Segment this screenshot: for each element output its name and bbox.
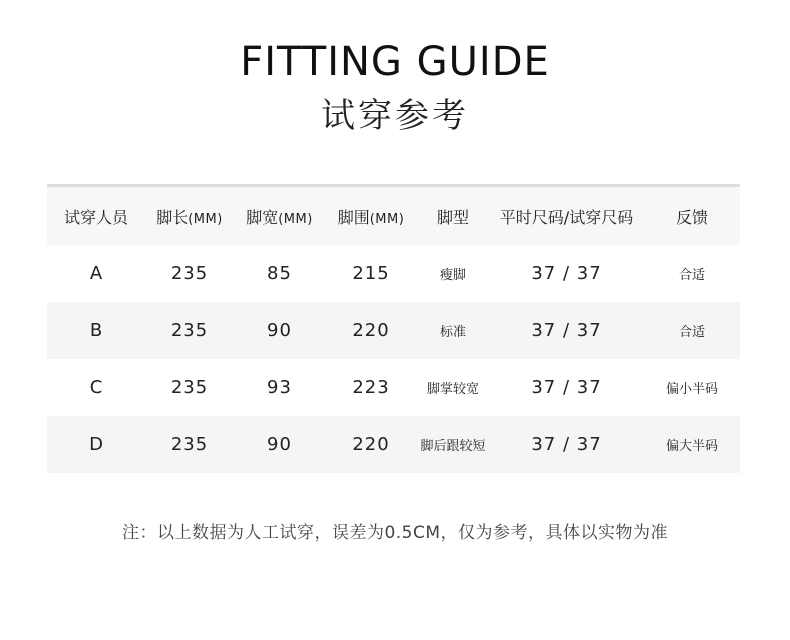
- cell-foot-length: 235: [170, 377, 209, 398]
- cell-foot-girth: 220: [352, 434, 390, 455]
- header-size: [489, 205, 644, 228]
- header-foot-width: [234, 205, 325, 228]
- cell-feedback: 合适: [678, 325, 705, 340]
- header-label: 脚长: [156, 207, 189, 227]
- header-unit: (MM): [278, 211, 313, 227]
- cell-size: 37 / 37: [531, 320, 602, 341]
- cell-foot-girth: 223: [352, 377, 390, 398]
- cell-foot-length: 235: [170, 320, 209, 341]
- header-feedback: [644, 205, 740, 228]
- header-person: [47, 205, 145, 228]
- header-foot-girth: [325, 205, 417, 228]
- header-label: 反馈: [675, 207, 708, 227]
- cell-size: 37 / 37: [531, 377, 602, 398]
- cell-foot-width: 85: [267, 263, 292, 284]
- header-label: 试穿人员: [63, 207, 128, 227]
- cell-foot-width: 90: [267, 434, 292, 455]
- cell-foot-girth: 220: [352, 320, 390, 341]
- cell-foot-type: 标准: [439, 325, 466, 340]
- table-row: [47, 245, 740, 302]
- page-subtitle: 试穿参考: [321, 96, 469, 136]
- fitting-table: [47, 184, 740, 473]
- header-foot-length: [145, 205, 234, 228]
- cell-feedback: 偏大半码: [665, 439, 718, 454]
- cell-foot-length: 235: [170, 434, 209, 455]
- header-label: 平时尺码/试穿尺码: [499, 207, 634, 227]
- cell-feedback: 合适: [678, 268, 705, 283]
- cell-person: D: [89, 434, 103, 455]
- cell-person: C: [89, 377, 103, 398]
- cell-foot-length: 235: [170, 263, 209, 284]
- cell-foot-width: 90: [267, 320, 292, 341]
- cell-person: B: [89, 320, 103, 341]
- page-title: FITTING GUIDE: [240, 39, 550, 85]
- header-label: 脚围: [337, 207, 370, 227]
- disclaimer-note: 注：以上数据为人工试穿，误差为0.5CM，仅为参考，具体以实物为准: [121, 523, 669, 543]
- table-row: [47, 302, 740, 359]
- header-label: 脚宽: [246, 207, 279, 227]
- header-unit: (MM): [369, 211, 405, 227]
- cell-size: 37 / 37: [531, 434, 602, 455]
- header-label: 脚型: [436, 207, 469, 227]
- header-foot-type: [417, 205, 489, 228]
- cell-size: 37 / 37: [531, 263, 602, 284]
- cell-feedback: 偏小半码: [665, 382, 718, 397]
- table-row: [47, 416, 740, 473]
- cell-foot-type: 脚掌较宽: [426, 382, 479, 397]
- header-unit: (MM): [188, 211, 223, 227]
- cell-foot-type: 脚后跟较短: [420, 439, 486, 454]
- table-row: [47, 359, 740, 416]
- cell-person: A: [89, 263, 103, 284]
- cell-foot-width: 93: [267, 377, 292, 398]
- table-header-row: [47, 187, 740, 245]
- cell-foot-type: 瘦脚: [439, 268, 466, 283]
- cell-foot-girth: 215: [352, 263, 390, 284]
